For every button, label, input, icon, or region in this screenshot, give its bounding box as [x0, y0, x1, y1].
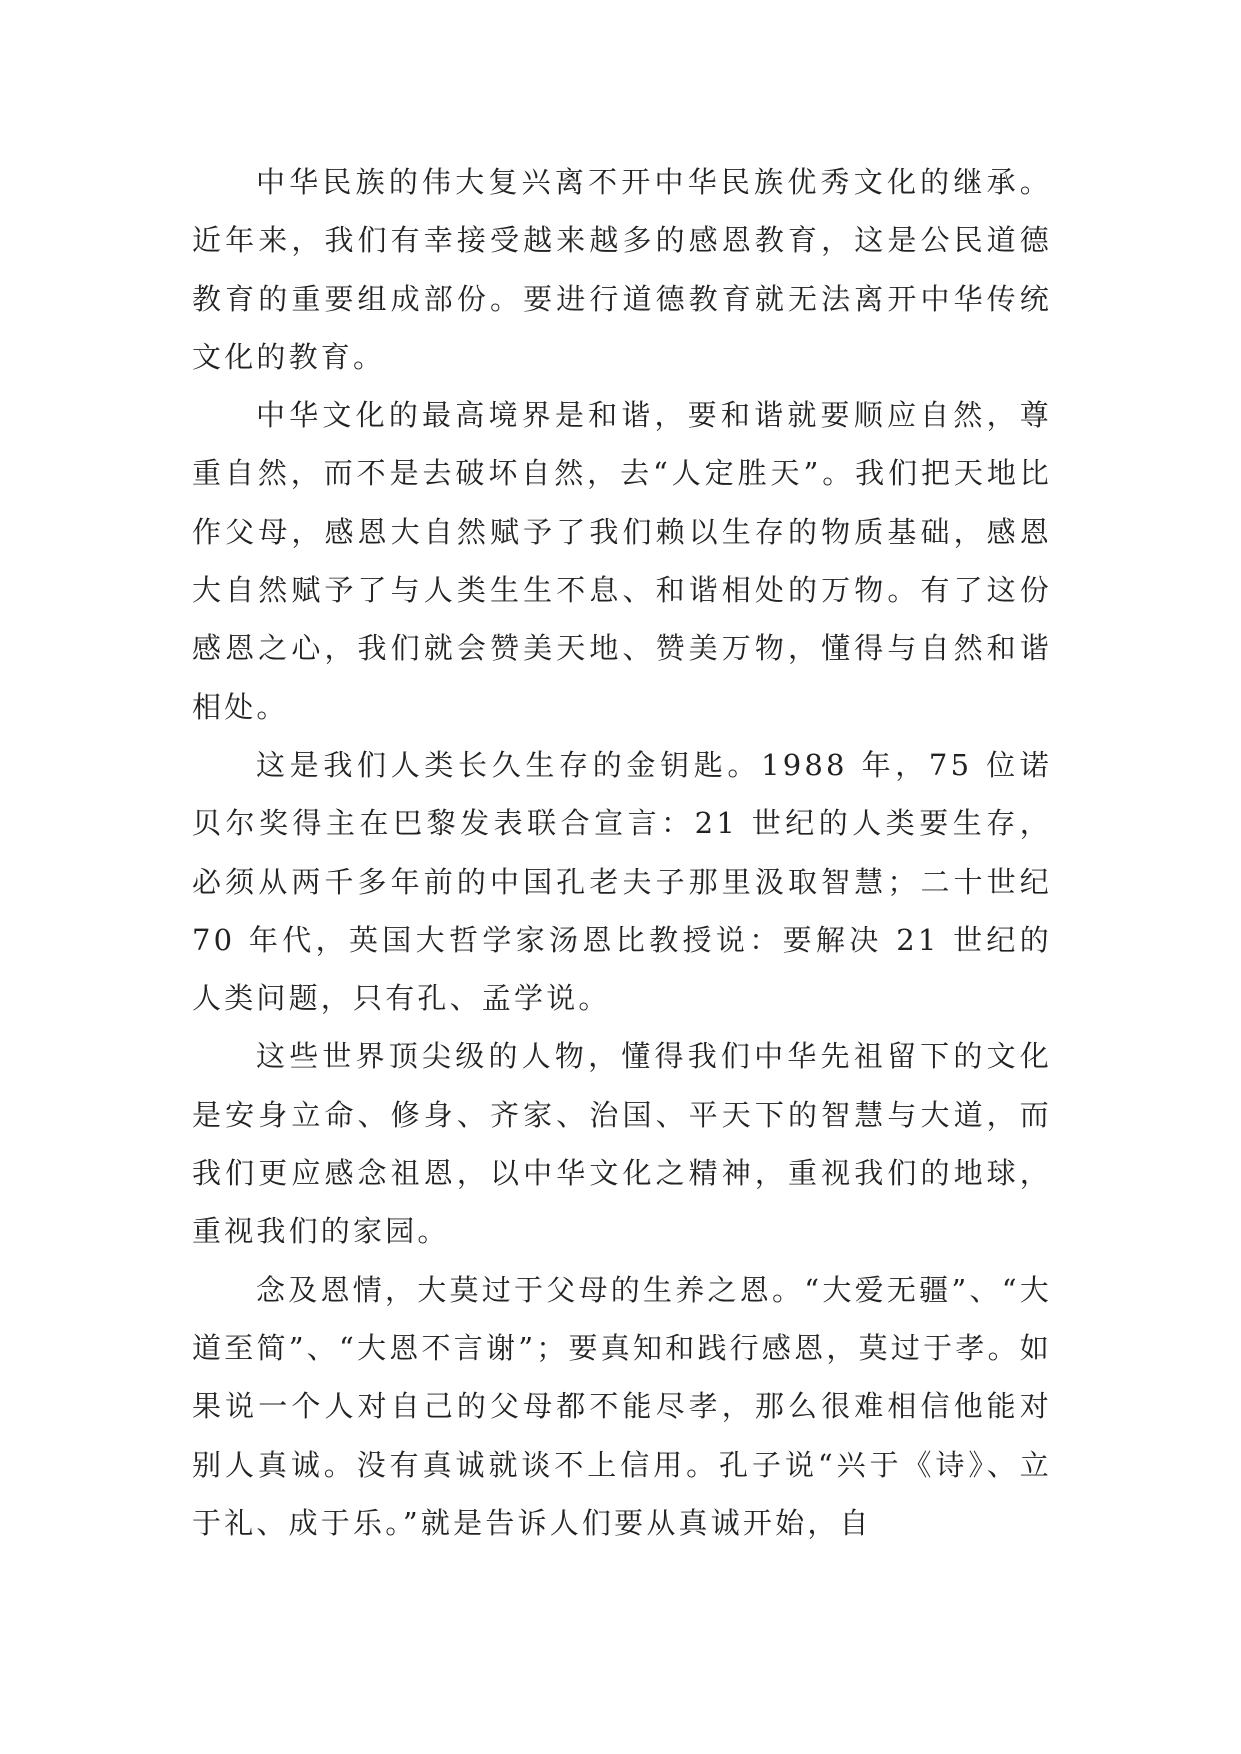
paragraph-4: 这些世界顶尖级的人物，懂得我们中华先祖留下的文化是安身立命、修身、齐家、治国、平天下的智慧与大道，而我们更应感念祖恩，以中华文化之精神，重视我们的地球，重视我们的家园。 [192, 1039, 1052, 1249]
paragraph-2: 中华文化的最高境界是和谐，要和谐就要顺应自然，尊重自然，而不是去破坏自然，去“人定胜天”。我们把天地比作父母，感恩大自然赋予了我们赖以生存的物质基础，感恩大自然赋予了与人类生生不息、和谐相处的万物。有了这份感恩之心，我们就会赞美天地、赞美万物，懂得与自然和谐相处。 [192, 398, 1052, 724]
paragraph-5: 念及恩情，大莫过于父母的生养之恩。“大爱无疆”、“大道至简”、“大恩不言谢”；要真知和践行感恩，莫过于孝。如果说一个人对自己的父母都不能尽孝，那么很难相信他能对别人真诚。没有真诚就谈不上信用。孔子说“兴于《诗》、立于礼、成于乐。”就是告诉人们要从真诚开始，自 [192, 1272, 1052, 1540]
document-body [192, 153, 1052, 1552]
paragraph-1: 中华民族的伟大复兴离不开中华民族优秀文化的继承。近年来，我们有幸接受越来越多的感恩教育，这是公民道德教育的重要组成部份。要进行道德教育就无法离开中华传统文化的教育。 [192, 165, 1052, 374]
paragraph-3: 这是我们人类长久生存的金钥匙。1988 年，75 位诺贝尔奖得主在巴黎发表联合宣言：21 世纪的人类要生存，必须从两千多年前的中国孔老夫子那里汲取智慧；二十世纪 70 年代，英国大哲学家汤恩比教授说：要解决 21 世纪的人类问题，只有孔、孟学说。 [192, 747, 1052, 1016]
